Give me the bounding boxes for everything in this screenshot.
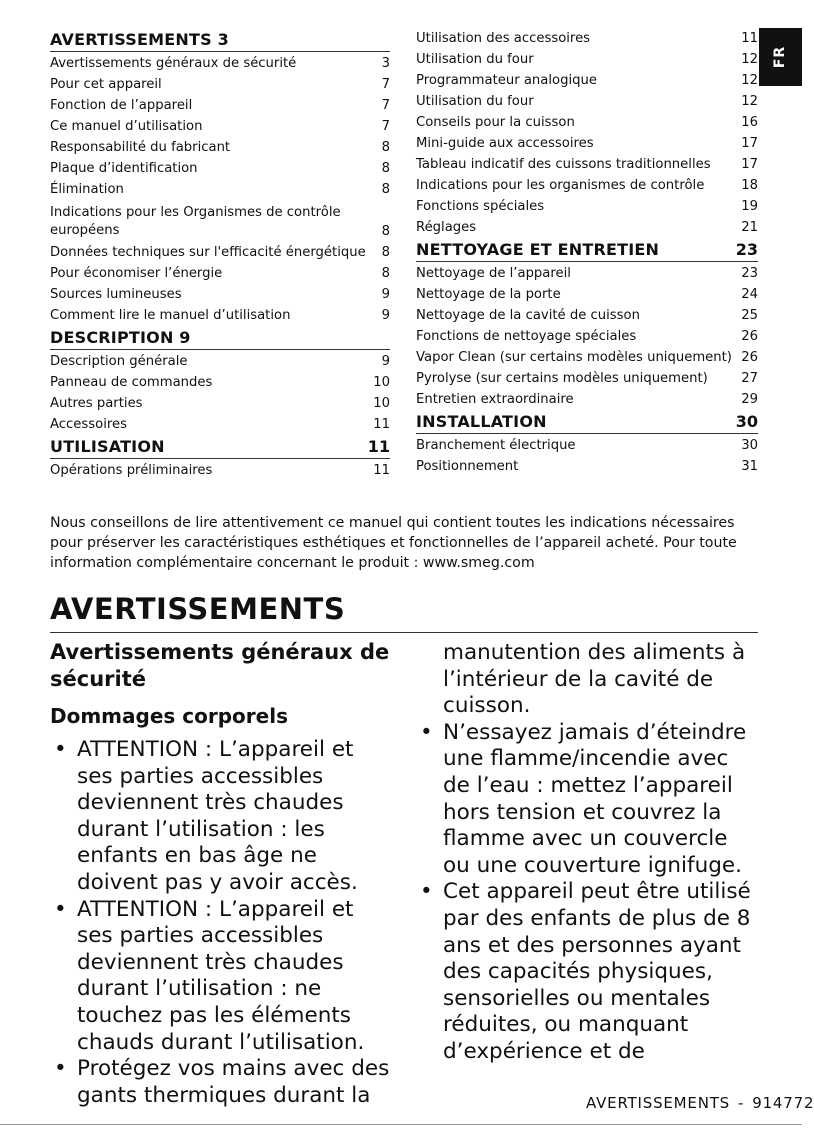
- toc-entry: [416, 347, 758, 368]
- bottom-divider: [0, 1124, 802, 1125]
- bullet-icon: •: [54, 1056, 67, 1082]
- list-item: [50, 737, 395, 897]
- toc-heading: [50, 326, 390, 350]
- section-title: AVERTISSEMENTS: [50, 590, 758, 633]
- toc-entry: [50, 158, 390, 179]
- toc-heading-label: UTILISATION: [50, 437, 165, 456]
- list-item: [416, 720, 761, 880]
- toc-entry-label: Fonctions de nettoyage spéciales: [416, 329, 637, 344]
- toc-heading-page: 11: [367, 437, 390, 456]
- toc-entry-label: Fonctions spéciales: [416, 199, 545, 214]
- toc-entry-page: 12: [741, 52, 758, 67]
- toc-entry-page: 8: [381, 224, 390, 239]
- toc-entry: [416, 49, 758, 70]
- toc-entry-page: 17: [741, 136, 758, 151]
- toc-entry-page: 18: [741, 178, 758, 193]
- toc-entry-page: 8: [381, 245, 390, 260]
- toc-heading: [416, 238, 758, 262]
- toc-entry-label: Branchement électrique: [416, 438, 576, 453]
- list-item-text: N’essayez jamais d’éteindre une flamme/incendie avec de l’eau : mettez l’appareil hors tension et couvrez la flamme avec un couvercle ou une couverture ignifuge.: [443, 719, 747, 878]
- toc-entry-label: Utilisation des accessoires: [416, 31, 591, 46]
- toc-entry-page: 12: [741, 73, 758, 88]
- list-item: [416, 879, 761, 1065]
- bullet-icon: •: [420, 879, 433, 905]
- list-item: [50, 897, 395, 1057]
- toc-entry: [416, 133, 758, 154]
- toc-entry-page: 11: [373, 463, 390, 478]
- subsubsection-title: Dommages corporels: [50, 704, 288, 728]
- toc-entry: [416, 175, 758, 196]
- toc-entry-label: Indications pour les Organismes de contrôle européens: [50, 205, 341, 238]
- toc-entry-label: Fonction de l’appareil: [50, 98, 193, 113]
- list-item-text: Cet appareil peut être utilisé par des enfants de plus de 8 ans et des personnes ayant des capacités physiques, sensorielles ou mentales réduites, ou manquant d’expérience et de: [443, 879, 751, 1064]
- warning-list: [416, 720, 761, 1066]
- toc-entry-label: Entretien extraordinaire: [416, 392, 574, 407]
- toc-entry: [416, 196, 758, 217]
- toc-entry-page: 23: [741, 266, 758, 281]
- toc-entry-label: Opérations préliminaires: [50, 463, 213, 478]
- toc-entry-page: 9: [381, 354, 390, 369]
- toc-entry: [50, 200, 390, 242]
- toc-entry-page: 11: [373, 417, 390, 432]
- toc-entry: [50, 95, 390, 116]
- language-label: FR: [772, 45, 789, 69]
- toc-entry-label: Avertissements généraux de sécurité: [50, 56, 297, 71]
- toc-entry: [416, 28, 758, 49]
- footer-separator: -: [738, 1094, 745, 1112]
- bullet-icon: •: [54, 896, 67, 922]
- toc-entry-label: Tableau indicatif des cuissons traditionnelles: [416, 157, 711, 172]
- toc-entry: [416, 326, 758, 347]
- toc-entry: [50, 372, 390, 393]
- toc-entry-page: 12: [741, 94, 758, 109]
- toc-entry: [416, 91, 758, 112]
- warning-list: [50, 737, 395, 1109]
- footer-section: AVERTISSEMENTS: [586, 1094, 731, 1112]
- toc-entry-label: Vapor Clean (sur certains modèles uniquement): [416, 350, 732, 365]
- toc-entry-page: 9: [381, 308, 390, 323]
- toc-entry-page: 8: [381, 140, 390, 155]
- toc-heading-page: 23: [735, 240, 758, 259]
- toc-entry: [416, 112, 758, 133]
- toc-entry-label: Nettoyage de la cavité de cuisson: [416, 308, 640, 323]
- toc-entry-page: 31: [741, 459, 758, 474]
- toc-entry-label: Pour économiser l’énergie: [50, 266, 223, 281]
- toc-heading-label: INSTALLATION: [416, 412, 547, 431]
- toc-entry: [416, 368, 758, 389]
- toc-entry-label: Ce manuel d’utilisation: [50, 119, 203, 134]
- right-text-column: [416, 637, 761, 1066]
- toc-entry-label: Sources lumineuses: [50, 287, 182, 302]
- toc-heading: [50, 28, 390, 52]
- toc-right-column: [416, 28, 758, 477]
- toc-entry-label: Utilisation du four: [416, 94, 534, 109]
- toc-heading-page: 30: [735, 412, 758, 431]
- toc-entry: [416, 217, 758, 238]
- toc-entry-page: 8: [381, 182, 390, 197]
- toc-entry: [416, 154, 758, 175]
- toc-entry-label: Panneau de commandes: [50, 375, 213, 390]
- toc-left-column: [50, 28, 390, 481]
- toc-entry-page: 10: [373, 396, 390, 411]
- bullet-icon: •: [420, 719, 433, 745]
- toc-entry-label: Description générale: [50, 354, 188, 369]
- toc-entry-page: 17: [741, 157, 758, 172]
- toc-entry: [50, 116, 390, 137]
- continued-text: manutention des aliments à l’intérieur de la cavité de cuisson.: [443, 640, 746, 719]
- toc-entry-label: Nettoyage de la porte: [416, 287, 561, 302]
- toc-entry-label: Autres parties: [50, 396, 143, 411]
- toc-entry-label: Élimination: [50, 182, 124, 197]
- toc-entry-page: 26: [741, 329, 758, 344]
- toc-entry-page: 11: [741, 31, 758, 46]
- toc-heading: [50, 435, 390, 459]
- toc-entry-page: 16: [741, 115, 758, 130]
- toc-entry: [416, 70, 758, 91]
- toc-entry-label: Positionnement: [416, 459, 519, 474]
- toc-entry-page: 21: [741, 220, 758, 235]
- toc-heading-label: AVERTISSEMENTS 3: [50, 30, 229, 49]
- toc-heading-label: DESCRIPTION 9: [50, 328, 191, 347]
- toc-entry: [50, 242, 390, 263]
- toc-entry-page: 3: [381, 56, 390, 71]
- toc-entry: [50, 351, 390, 372]
- toc-entry: [416, 305, 758, 326]
- list-item-text: ATTENTION : L’appareil et ses parties accessibles deviennent très chaudes durant l’utilisation : ne touchez pas les éléments chauds durant l’utilisation.: [77, 896, 365, 1055]
- footer-code: 914772: [752, 1094, 814, 1112]
- toc-entry: [50, 179, 390, 200]
- toc-entry-page: 10: [373, 375, 390, 390]
- toc-entry: [50, 393, 390, 414]
- list-item-text: ATTENTION : L’appareil et ses parties accessibles deviennent très chaudes durant l’utilisation : les enfants en bas âge ne doivent pas y avoir accès.: [77, 737, 358, 895]
- toc-heading: [416, 410, 758, 434]
- toc-entry-label: Données techniques sur l'efficacité énergétique: [50, 245, 366, 260]
- toc-entry-label: Pyrolyse (sur certains modèles uniquement): [416, 371, 708, 386]
- page-footer: [586, 1094, 814, 1112]
- toc-entry: [50, 460, 390, 481]
- toc-entry-page: 30: [741, 438, 758, 453]
- toc-entry: [416, 284, 758, 305]
- toc-entry-page: 27: [741, 371, 758, 386]
- toc-entry-label: Indications pour les organismes de contrôle: [416, 178, 705, 193]
- toc-entry-page: 7: [381, 98, 390, 113]
- toc-heading-label: NETTOYAGE ET ENTRETIEN: [416, 240, 660, 259]
- toc-entry-label: Plaque d’identification: [50, 161, 198, 176]
- language-tab: [759, 28, 802, 86]
- toc-entry-label: Utilisation du four: [416, 52, 534, 67]
- list-item: [50, 1056, 395, 1109]
- toc-entry-label: Mini-guide aux accessoires: [416, 136, 594, 151]
- toc-entry-label: Nettoyage de l’appareil: [416, 266, 571, 281]
- toc-entry: [50, 284, 390, 305]
- toc-entry-page: 7: [381, 77, 390, 92]
- toc-entry: [50, 414, 390, 435]
- toc-entry-page: 8: [381, 266, 390, 281]
- intro-paragraph: Nous conseillons de lire attentivement ce manuel qui contient toutes les indications nécessaires pour préserver les caractéristiques esthétiques et fonctionnelles de l’appareil acheté. Pour toute information complémentaire concernant le produit : www.smeg.com: [50, 515, 737, 572]
- toc-entry-page: 25: [741, 308, 758, 323]
- toc-entry: [50, 137, 390, 158]
- toc-entry-page: 19: [741, 199, 758, 214]
- toc-entry: [50, 305, 390, 326]
- toc-entry: [50, 263, 390, 284]
- toc-entry: [50, 74, 390, 95]
- toc-entry: [50, 53, 390, 74]
- toc-entry-label: Conseils pour la cuisson: [416, 115, 575, 130]
- toc-entry-label: Pour cet appareil: [50, 77, 162, 92]
- left-text-column: [50, 637, 395, 1109]
- toc-entry-page: 26: [741, 350, 758, 365]
- toc-entry-label: Comment lire le manuel d’utilisation: [50, 308, 291, 323]
- bullet-icon: •: [54, 737, 67, 762]
- toc-entry-label: Réglages: [416, 220, 477, 235]
- toc-entry-label: Responsabilité du fabricant: [50, 140, 231, 155]
- list-item-text: Protégez vos mains avec des gants thermiques durant la: [77, 1056, 390, 1108]
- toc-entry: [416, 263, 758, 284]
- subsection-title: Avertissements généraux de sécurité: [50, 640, 390, 691]
- toc-entry: [416, 456, 758, 477]
- toc-entry-page: 9: [381, 287, 390, 302]
- toc-entry-label: Programmateur analogique: [416, 73, 597, 88]
- toc-entry-page: 29: [741, 392, 758, 407]
- toc-entry-page: 7: [381, 119, 390, 134]
- toc-entry-label: Accessoires: [50, 417, 127, 432]
- toc-entry-page: 24: [741, 287, 758, 302]
- toc-entry: [416, 435, 758, 456]
- toc-entry: [416, 389, 758, 410]
- toc-entry-page: 8: [381, 161, 390, 176]
